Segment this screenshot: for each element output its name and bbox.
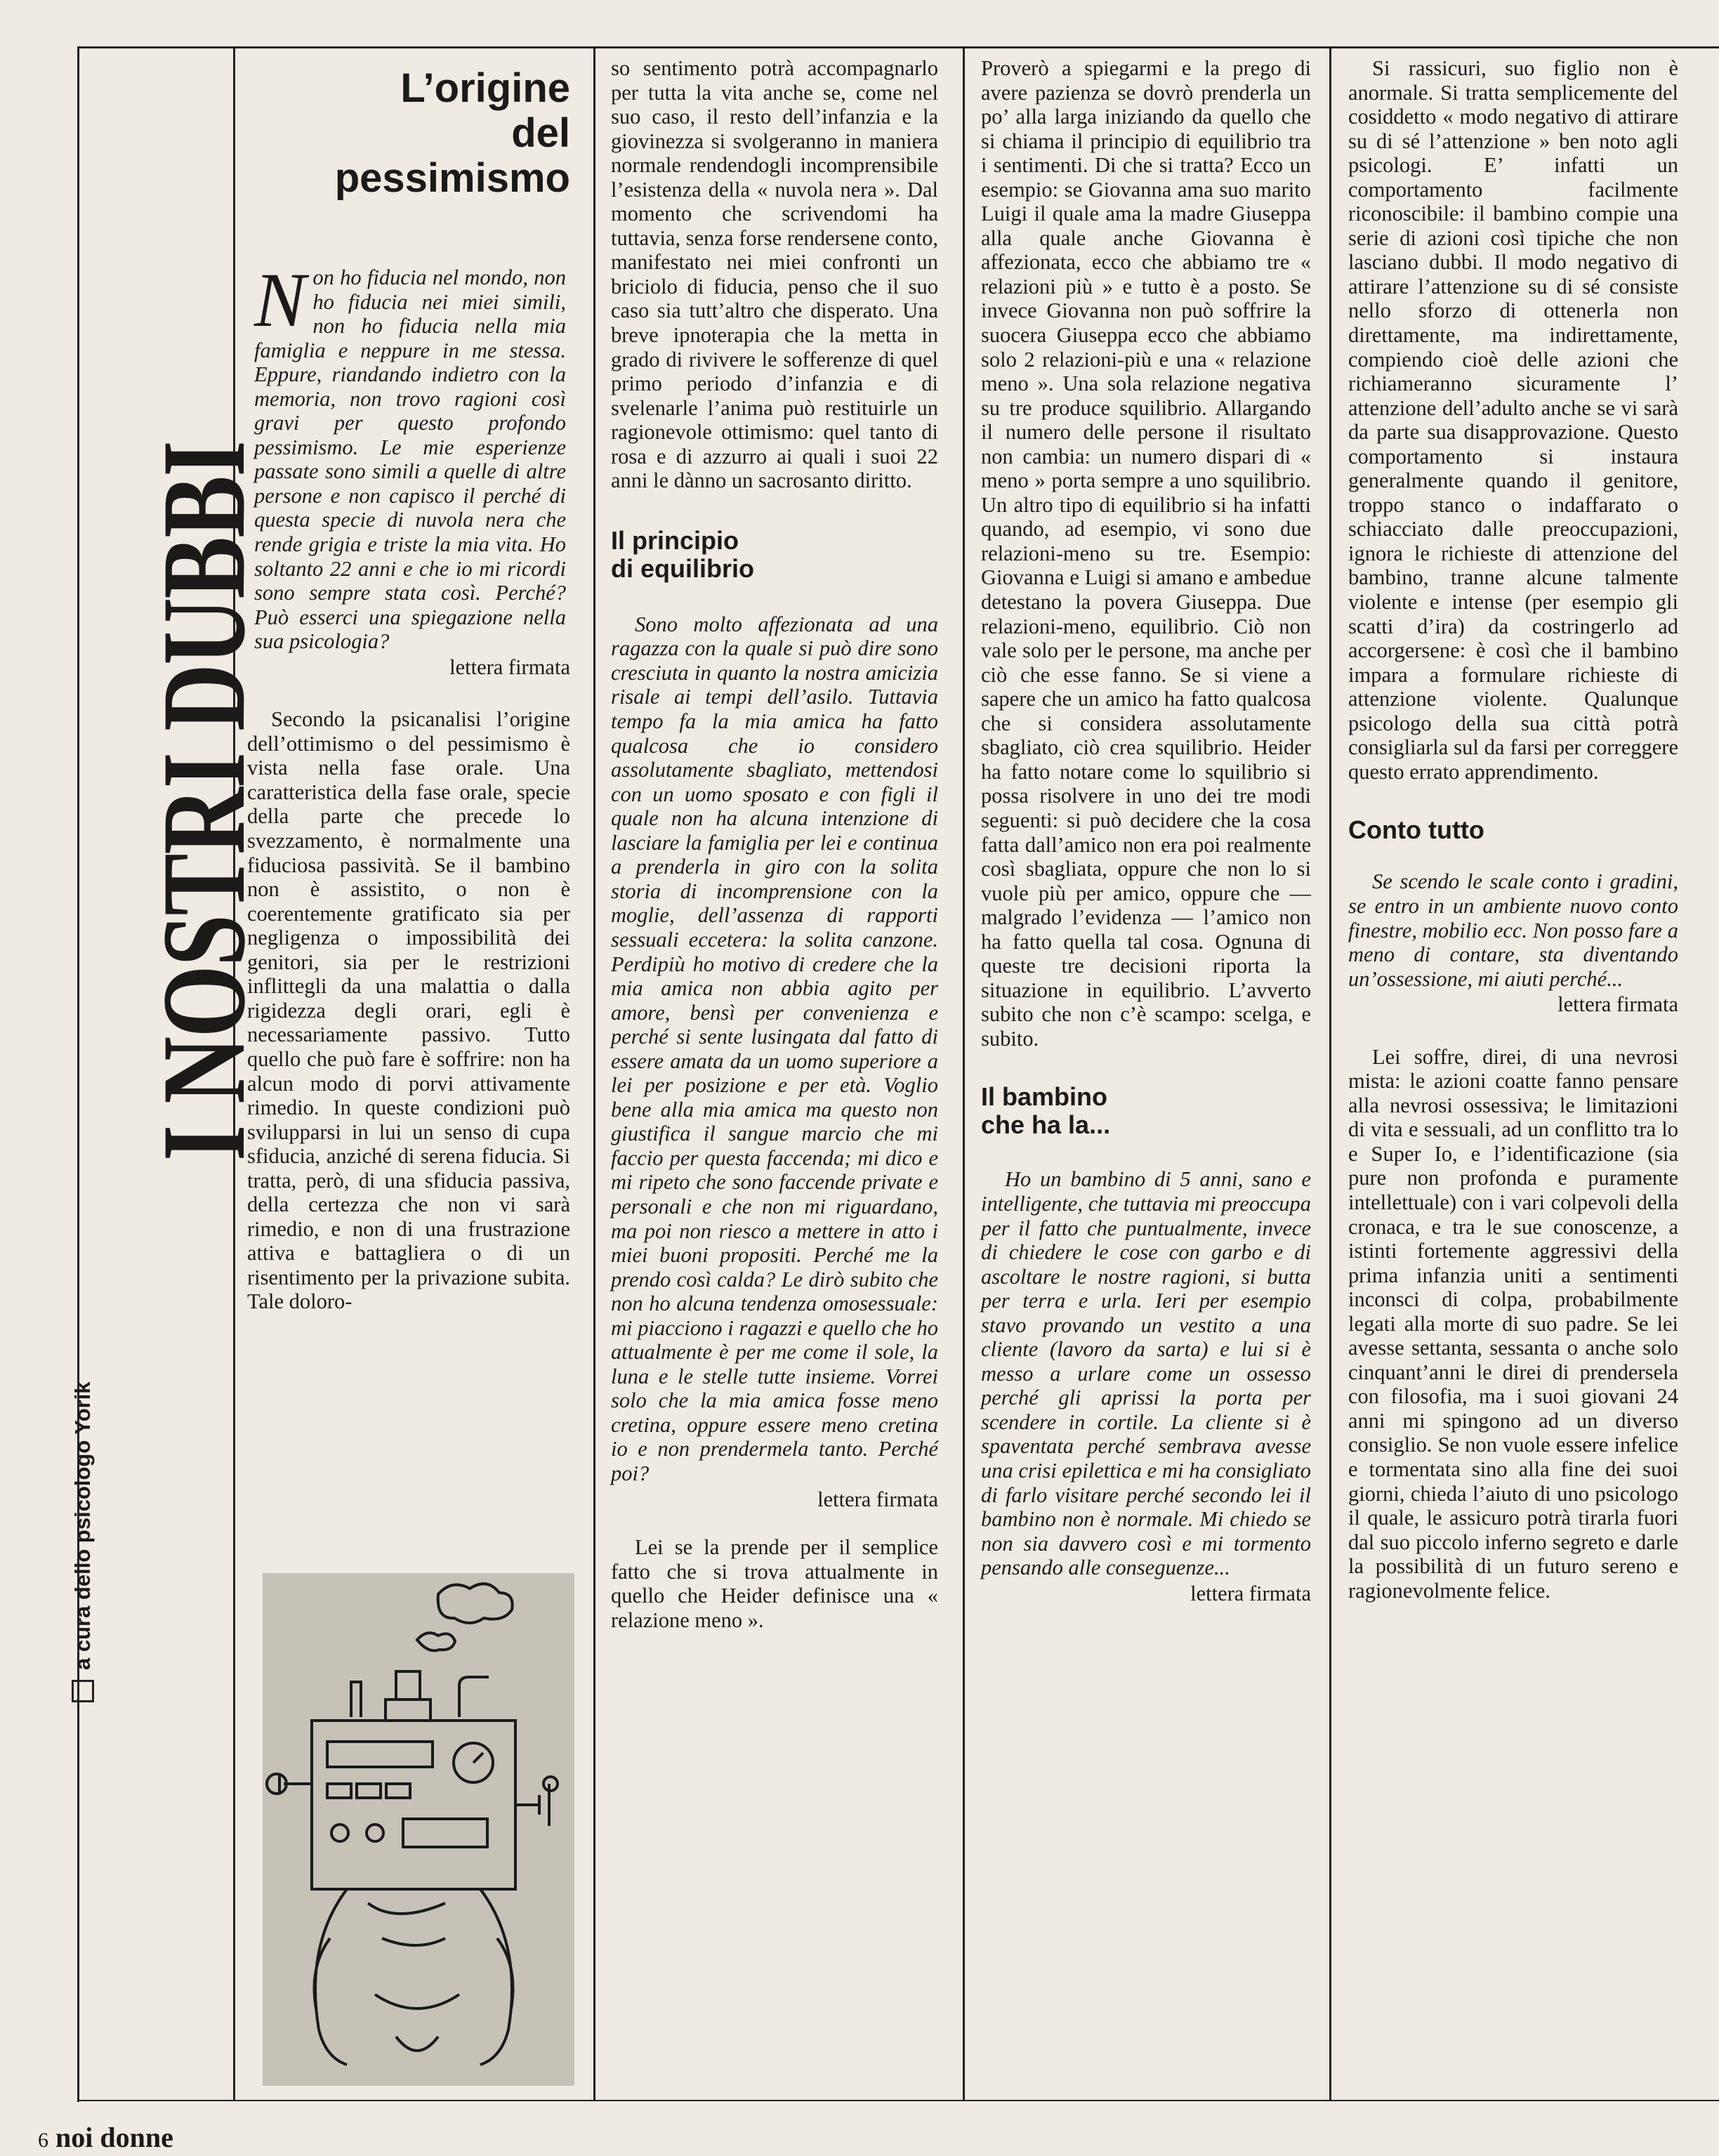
section-heading (611, 527, 938, 583)
column-1 (247, 56, 570, 1314)
credit-text: a cura dello psicologo Yorik (70, 1381, 95, 1670)
article-title (247, 66, 570, 201)
article-title-line: pessimismo (334, 155, 570, 201)
section-heading-line: di equilibrio (611, 553, 754, 583)
answer-continuation: so sentimento potrà accompagnarlo per tutta la vita anche se, come nel suo caso, il resto dell’infanzia e la giovinezza si svolgeranno in maniera normale rendendogli incomprensibile l’esistenza della « nuvola nera ». Dal momento che scrivendomi ha tuttavia, senza forse rendersene conto, manifestato nei miei confronti un briciolo di fiducia, penso che il suo caso sia tutt’altro che disperato. Una breve ipnoterapia che la metta in grado di rivivere le sofferenze di quel primo periodo d’infanzia e di svelenarle l’anima può restituirle un ragionevole ottimismo: quel tanto di rosa e di azzurro ai quali i suoi 22 anni le dànno un sacrosanto diritto. (611, 56, 938, 493)
letter-signature: lettera firmata (1190, 1581, 1311, 1605)
column-rule (593, 46, 595, 2100)
masthead-credit (69, 1000, 97, 1702)
masthead-title: I NOSTRI DUBBI (138, 441, 270, 1162)
column-rule (1329, 46, 1331, 2100)
article-title-line: del (511, 110, 570, 156)
reader-letter (247, 257, 570, 654)
section-heading-line: che ha la... (981, 1110, 1111, 1140)
column-2 (611, 56, 938, 1632)
column-rule (963, 46, 965, 2100)
magazine-name: noi donne (55, 2122, 173, 2153)
section-heading-line: Il principio (611, 525, 739, 555)
answer-continuation: Proverò a spiegarmi e la prego di avere pazienza se dovrò prenderla un po’ alla larga iniziando da quello che si chiama il principio di equilibrio tra i sentimenti. Di che si tratta? Ecco un esempio: se Giovanna ama suo marito Luigi il quale ama la madre Giuseppa alla quale anche Giovanna è affezionata, ecco che abbiamo tre « relazioni più » e tutto è a posto. Se invece Giovanna non può soffrire la suocera Giuseppa ecco che abbiamo solo 2 relazioni-più e una « relazione meno ». Una sola relazione negativa su tre produce squilibrio. Allargando il numero delle persone il risultato non cambia: un numero dispari di « meno » porta sempre a uno squilibrio. Un altro tipo di equilibrio si ha infatti quando, ad esempio, vi sono due relazioni-meno su tre. Esempio: Giovanna e Luigi si amano e ambedue detestano la povera Giuseppa. Due relazioni-meno, equilibrio. Ciò non vale solo per le persone, ma anche per ciò che esse fanno. Se si viene a sapere che un amico ha fatto qualcosa che si considera assolutamente sbagliato, ciò crea squilibrio. Heider ha fatto notare come lo squilibrio si possa risolvere in uno dei tre modi seguenti: si può decidere che la cosa fatta dall’amico non era poi realmente così sbagliata, oppure che non lo si vuole più per amico, oppure che — malgrado l’evidenza — l’amico non ha fatto quella tal cosa. Ognuna di queste tre decisioni riporta la situazione in equilibrio. L’avverto subito che non c’è scampo: scelga, e subito. (981, 56, 1311, 1051)
page-footer (38, 2122, 173, 2156)
answer-text: Lei soffre, direi, di una nevrosi mista: le azioni coatte fanno pensare alla nevrosi ossessiva; le limitazioni di vita e sessuali, ad un conflitto tra lo e Super Io, e l’identificazione (sia pure non profonda e puramente intellettuale) con i vari colpevoli della cronaca, e tra le sue conoscenze, a istinti fortemente aggressivi della prima infanzia uniti a sentimenti inconsci di colpa, probabilmente legati alla morte di suo padre. Se lei avesse settanta, sessanta o anche solo cinquant’anni le direi di prendersela con filosofia, ma i suoi giovani 24 anni mi spingono ad un diverso consiglio. Se non vuole essere infelice e tormentata sino alla fine dei suoi giorni, chieda l’aiuto di uno psicologo il quale, le assicuro potrà tirarla fuori dal suo piccolo inferno segreto e darle la possibilità di un futuro sereno e ragionevolmente felice. (1348, 1044, 1678, 1603)
answer-text: Secondo la psicanalisi l’origine dell’ottimismo o del pessimismo è vista nella fase orale. Una caratteristica della fase orale, specie della parte che precede lo svezzamento, è normalmente una fiduciosa passività. Se il bambino non è assistito, o non è coerentemente gratificato sia per negligenza o impossibilità dei genitori, sia per le restrizioni inflittegli da una malattia o dalla rigidezza degli orari, egli è necessariamente passivo. Tutto quello che può fare è soffrire: non ha alcun modo di porvi attivamente rimedio. In queste condizioni può svilupparsi in lui un senso di cupa sfiducia, anziché di serena fiducia. Si tratta, però, di una sfiducia passiva, della certezza che non vi sarà rimedio, e non di una frustrazione attiva e battagliera o di un risentimento per la privazione subita. Tale doloro- (247, 707, 570, 1314)
article-title-line: L’origine (400, 65, 570, 111)
page-number: 6 (38, 2129, 48, 2152)
answer-text: Lei se la prende per il semplice fatto che si trova attualmente in quello che Heider definisce una « relazione meno ». (611, 1535, 938, 1632)
reader-letter: Ho un bambino di 5 anni, sano e intelligente, che tuttavia mi preoccupa per il fatto che puntualmente, invece di chiedere le cose con garbo e di ascoltare le nostre ragioni, si butta per terra e urla. Ieri per esempio stavo provando un vestito a una cliente (lavoro da sarta) e lui si è messo a urlare come un ossesso perché gli aprissi la porta per scendere in cortile. La cliente si è spaventata perché sembrava avesse una crisi epilettica e mi ha consigliato di farlo visitare perché secondo lei il bambino non è normale. Mi chiedo se non sia davvero così e mi tormento pensando alle conseguenze... (981, 1167, 1311, 1580)
section-heading (981, 1083, 1311, 1139)
section-heading-line: Il bambino (981, 1082, 1107, 1112)
letter-signature: lettera firmata (1557, 992, 1678, 1017)
machine-head-illustration (263, 1573, 574, 2086)
letter-signature: lettera firmata (449, 655, 570, 679)
masthead (70, 46, 270, 2100)
reader-letter: Se scendo le scale conto i gradini, se entro in un ambiente nuovo conto finestre, mobilio ecc. Non posso fare a meno di contare, sta diventando un’ossessione, mi aiuti perché... (1348, 869, 1678, 991)
column-4 (1348, 56, 1678, 1603)
reader-letter: Sono molto affezionata ad una ragazza con la quale si può dire sono cresciuta in quanto la nostra amicizia risale ai tempi dell’asilo. Tuttavia tempo fa la mia amica ha fatto qualcosa che io considero assolutamente sbagliato, mettendosi con un uomo sposato e con figli il quale non ha alcuna intenzione di lasciare la famiglia per lei e continua a prenderla in giro con la solita storia di incomprensione con la moglie, dell’assenza di rapporti sessuali eccetera: la solita canzone. Perdipiù ho motivo di credere che la mia amica non abbia agito per amore, bensì per convenienza e perché si sente lusingata dal fatto di essere amata da un uomo superiore a lei per posizione e per età. Voglio bene alla mia amica ma questo non giustifica il sangue marcio che mi faccio per questa faccenda; mi dico e mi ripeto che sono faccende private e personali e che non mi riguardano, ma poi non riesco a mettere in atto i miei buoni propositi. Perché me la prendo così calda? Le dirò subito che non ho alcuna tendenza omosessuale: mi piacciono i ragazzi e quello che ho attualmente è per me come il sole, la luna e le stelle tutte insieme. Vorrei solo che la mia amica fosse meno cretina, oppure essere meno cretina io e non prendermela tanto. Perché poi? (611, 612, 938, 1485)
bottom-rule (77, 2100, 1719, 2101)
illustration (263, 1573, 574, 2086)
answer-text: Si rassicuri, suo figlio non è anormale. Si tratta semplicemente del cosiddetto « modo negativo di attirare su di sé l’attenzione » ben noto agli psicologi. E’ infatti un comportamento facilmente riconoscibile: il bambino compie una serie di azioni così tipiche che non lasciano dubbi. Il modo negativo di attirare l’attenzione su di sé consiste nello sforzo di ottenerla non direttamente, ma indirettamente, compiendo cioè delle azioni che richiameranno sicuramente l’ attenzione dell’adulto anche se vi sarà da parte sua disapprovazione. Questo comportamento si instaura generalmente quando il genitore, troppo stanco o indaffarato o schiacciato dalle preoccupazioni, ignora le richieste di attenzione del bambino, tranne alcune talmente violente e intense (per esempio gli scatti d’ira) da costringerlo ad accorgersene: è così che il bambino impara a formulare richieste di attenzione violente. Qualunque psicologo della sua città potrà consigliarla sul da farsi per correggere questo errato apprendimento. (1348, 56, 1678, 784)
column-3 (981, 56, 1311, 1605)
section-heading: Conto tutto (1348, 815, 1484, 845)
drop-cap: N (254, 257, 306, 343)
checkbox-icon (72, 1680, 94, 1702)
reader-letter-text: on ho fiducia nel mondo, non ho fiducia nei miei simili, non ho fiducia nella mia famiglia e neppure in me stessa. Eppure, riandando indietro con la memoria, non trovo ragioni così gravi per questo profondo pessimismo. Le mie esperienze passate sono simili a quelle di altre persone e non capisco il perché di questa specie di nuvola nera che rende grigia e triste la mia vita. Ho soltanto 22 anni e che io mi ricordi sono sempre stata così. Perché? Può esserci una spiegazione nella sua psicologia? (254, 265, 566, 654)
letter-signature: lettera firmata (817, 1487, 938, 1511)
